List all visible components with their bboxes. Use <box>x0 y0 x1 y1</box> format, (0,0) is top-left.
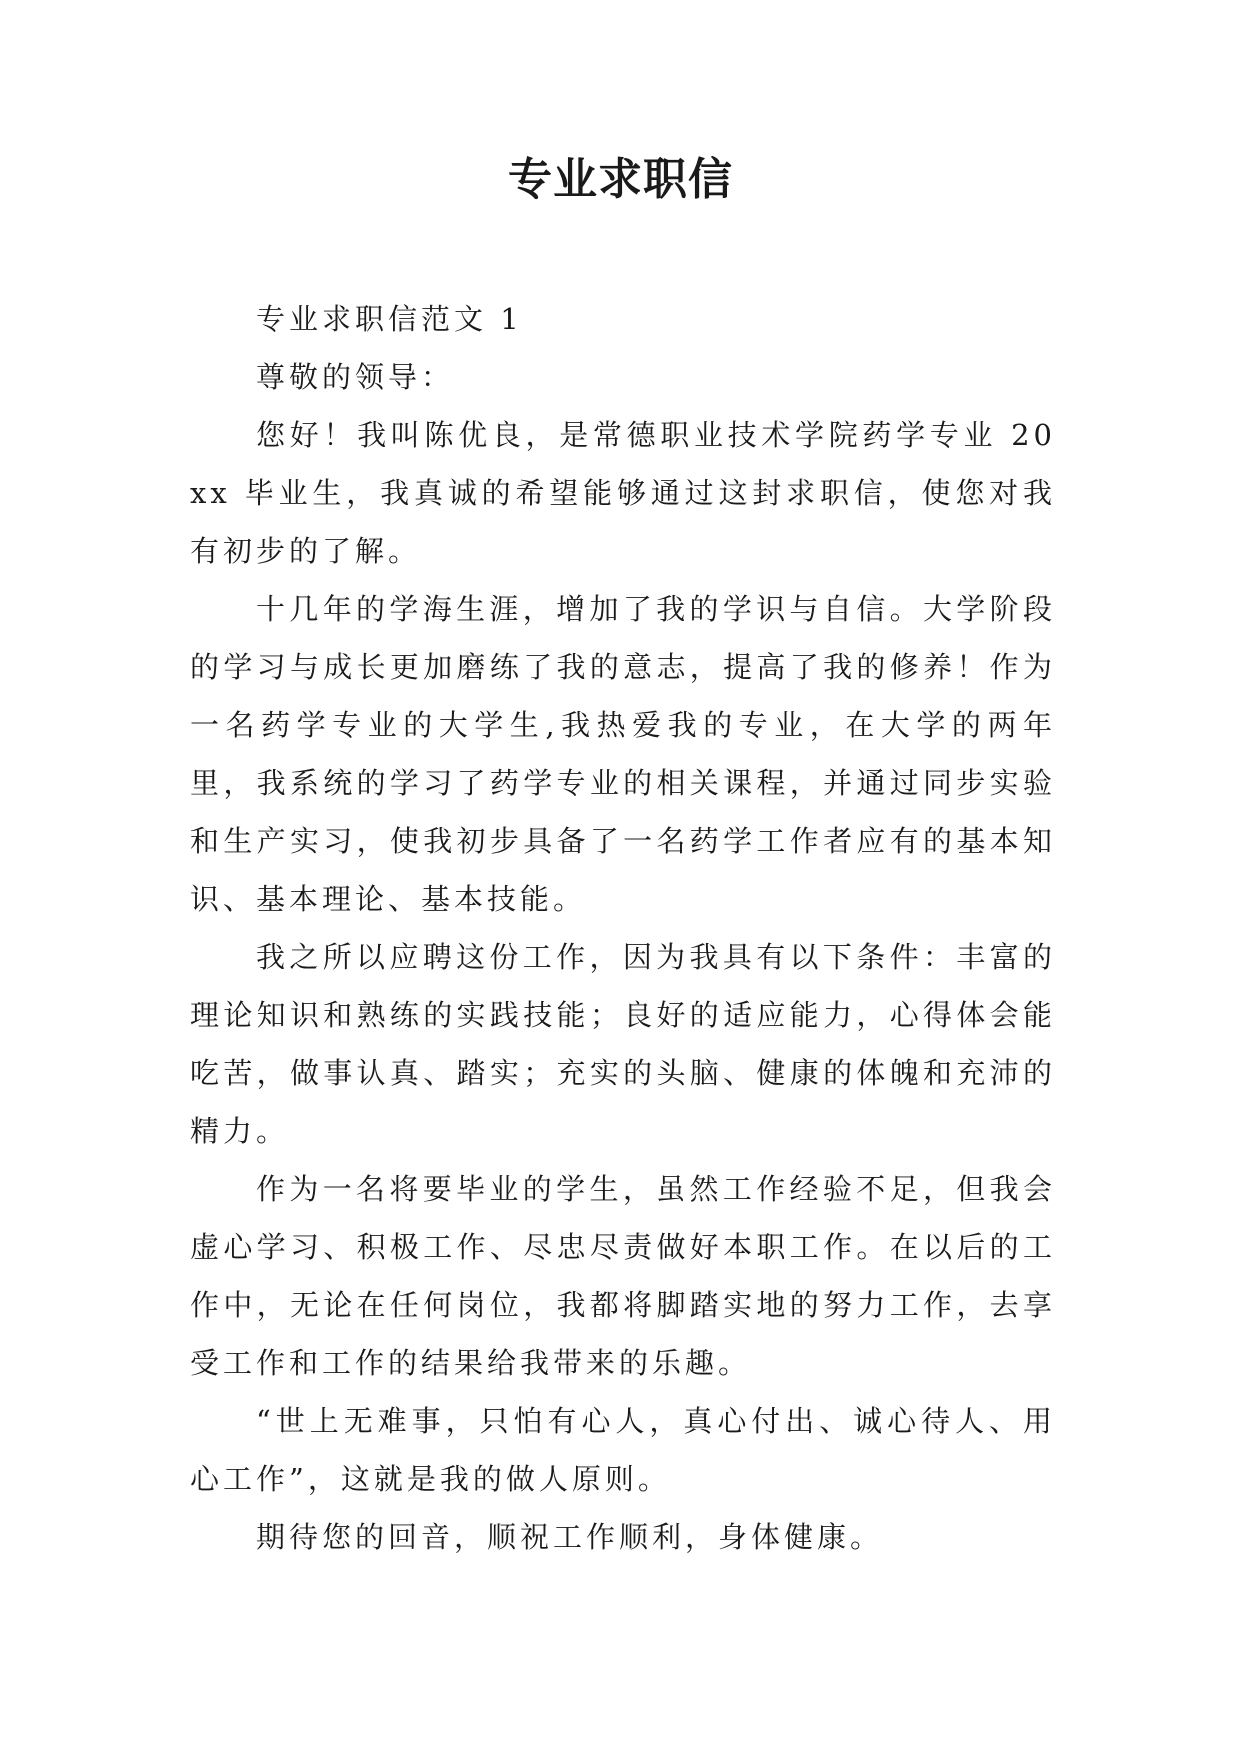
document-body <box>190 290 1056 1566</box>
paragraph-qualifications: 我之所以应聘这份工作，因为我具有以下条件：丰富的理论知识和熟练的实践技能；良好的适应能力，心得体会能吃苦，做事认真、踏实；充实的头脑、健康的体魄和充沛的精力。 <box>190 940 1056 1148</box>
paragraph-introduction: 您好！我叫陈优良，是常德职业技术学院药学专业 20xx 毕业生，我真诚的希望能够通过这封求职信，使您对我有初步的了解。 <box>190 418 1056 568</box>
paragraph-commitment: 作为一名将要毕业的学生，虽然工作经验不足，但我会虚心学习、积极工作、尽忠尽责做好本职工作。在以后的工作中，无论在任何岗位，我都将脚踏实地的努力工作，去享受工作和工作的结果给我带来的乐趣。 <box>190 1172 1056 1380</box>
document-title: 专业求职信 <box>508 154 733 205</box>
paragraph-closing: 期待您的回音，顺祝工作顺利，身体健康。 <box>256 1520 884 1554</box>
paragraph-education: 十几年的学海生涯，增加了我的学识与自信。大学阶段的学习与成长更加磨练了我的意志，提高了我的修养！作为一名药学专业的大学生,我热爱我的专业，在大学的两年里，我系统的学习了药学专业的相关课程，并通过同步实验和生产实习，使我初步具备了一名药学工作者应有的基本知识、基本理论、基本技能。 <box>190 592 1056 916</box>
salutation: 尊敬的领导： <box>256 360 455 394</box>
paragraph-principle: “世上无难事，只怕有心人，真心付出、诚心待人、用心工作”，这就是我的做人原则。 <box>190 1404 1056 1496</box>
section-heading: 专业求职信范文 1 <box>256 302 523 336</box>
